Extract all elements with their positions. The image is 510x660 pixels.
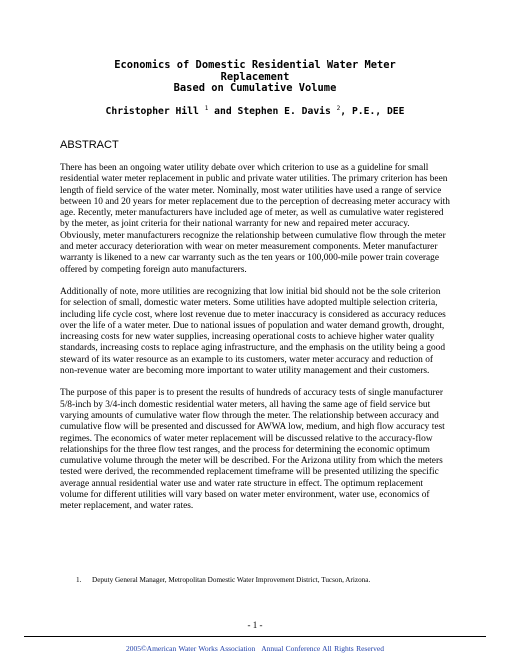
abstract-body — [60, 163, 452, 524]
footer-conference: Annual Conference All Rights Reserved — [261, 644, 385, 653]
paper-title — [40, 60, 470, 95]
author-1-footnote-mark: 1 — [204, 105, 209, 112]
author-line — [40, 103, 470, 118]
footer-divider — [24, 636, 486, 637]
copyright-footer — [0, 644, 510, 653]
page-number: - 1 - — [247, 620, 263, 630]
author-1: Christopher Hill — [105, 106, 199, 117]
footnote — [76, 576, 406, 585]
title-line-3: Based on Cumulative Volume — [173, 82, 337, 95]
author-conjunction: and — [208, 106, 238, 117]
abstract-heading: ABSTRACT — [60, 139, 119, 151]
title-line-1: Economics of Domestic Residential Water Meter — [114, 59, 396, 71]
abstract-paragraph-2: Additionally of note, more utilities are recognizing that low initial bid should not be the sole criterion for selection of small, domestic water meters. Some utilities have adopted multiple selection criteria, including life cycle cost, where lost revenue due to meter inaccuracy is considered as accuracy reduces over the life of a water meter. Due to national issues of population and water demand growth, drought, increasing costs for new water supplies, increasing operational costs to achieve higher water quality standards, increasing costs to replace aging infrastructure, and the emphasis on the utility being a good steward of its water resource as an example to its customers, water meter accuracy and reduction of non-revenue water are becoming more important to water utility management and their customers. — [60, 286, 446, 377]
author-2-footnote-mark: 2 — [336, 105, 341, 112]
abstract-paragraph-1: There has been an ongoing water utility debate over which criterion to use as a guideline for small residential water meter replacement in public and private water utilities. The primary criterion has been length of field service of the water meter. Nominally, most water utilities have used a range of service between 10 and 20 years for meter replacement due to the perception of decreasing meter accuracy with age. Recently, meter manufacturers have included age of meter, as well as cumulative water registered by the meter, as joint criteria for their national warranty for new and repaired meter accuracy. Obviously, meter manufacturers recognize the relationship between cumulative flow through the meter and meter accuracy deterioration with wear on meter measurement components. Meter manufacturer warranty is likened to a new car warranty such as the ten years or 100,000-mile power train coverage offered by competing foreign auto manufacturers. — [60, 163, 450, 275]
footnote-number: 1. — [76, 576, 82, 584]
title-line-2: Replacement — [220, 70, 290, 83]
author-2-credentials: , P.E., DEE — [340, 106, 405, 117]
footnote-text: Deputy General Manager, Metropolitan Domestic Water Improvement District, Tucson, Arizona. — [92, 576, 371, 584]
author-2: Stephen E. Davis — [237, 106, 331, 117]
footer-copyright: 2005©American Water Works Association — [125, 644, 256, 653]
abstract-paragraph-3: The purpose of this paper is to present the results of hundreds of accuracy tests of single manufacturer 5/8-inch by 3/4-inch domestic residential water meters, all having the same age of field service but varying amounts of cumulative water flow through the meter. The relationship between accuracy and cumulative flow will be presented and discussed for AWWA low, medium, and high flow accuracy test regimes. The economics of water meter replacement will be discussed relative to the accuracy-flow relationships for the three flow test ranges, and the process for determining the economic optimum cumulative volume through the meter will be described. For the Arizona utility from which the meters tested were derived, the recommended replacement timeframe will be presented utilizing the specific average annual residential water use and water rate structure in effect. The optimum replacement volume for different utilities will vary based on water meter environment, water use, economics of meter replacement, and water rates. — [60, 388, 445, 512]
